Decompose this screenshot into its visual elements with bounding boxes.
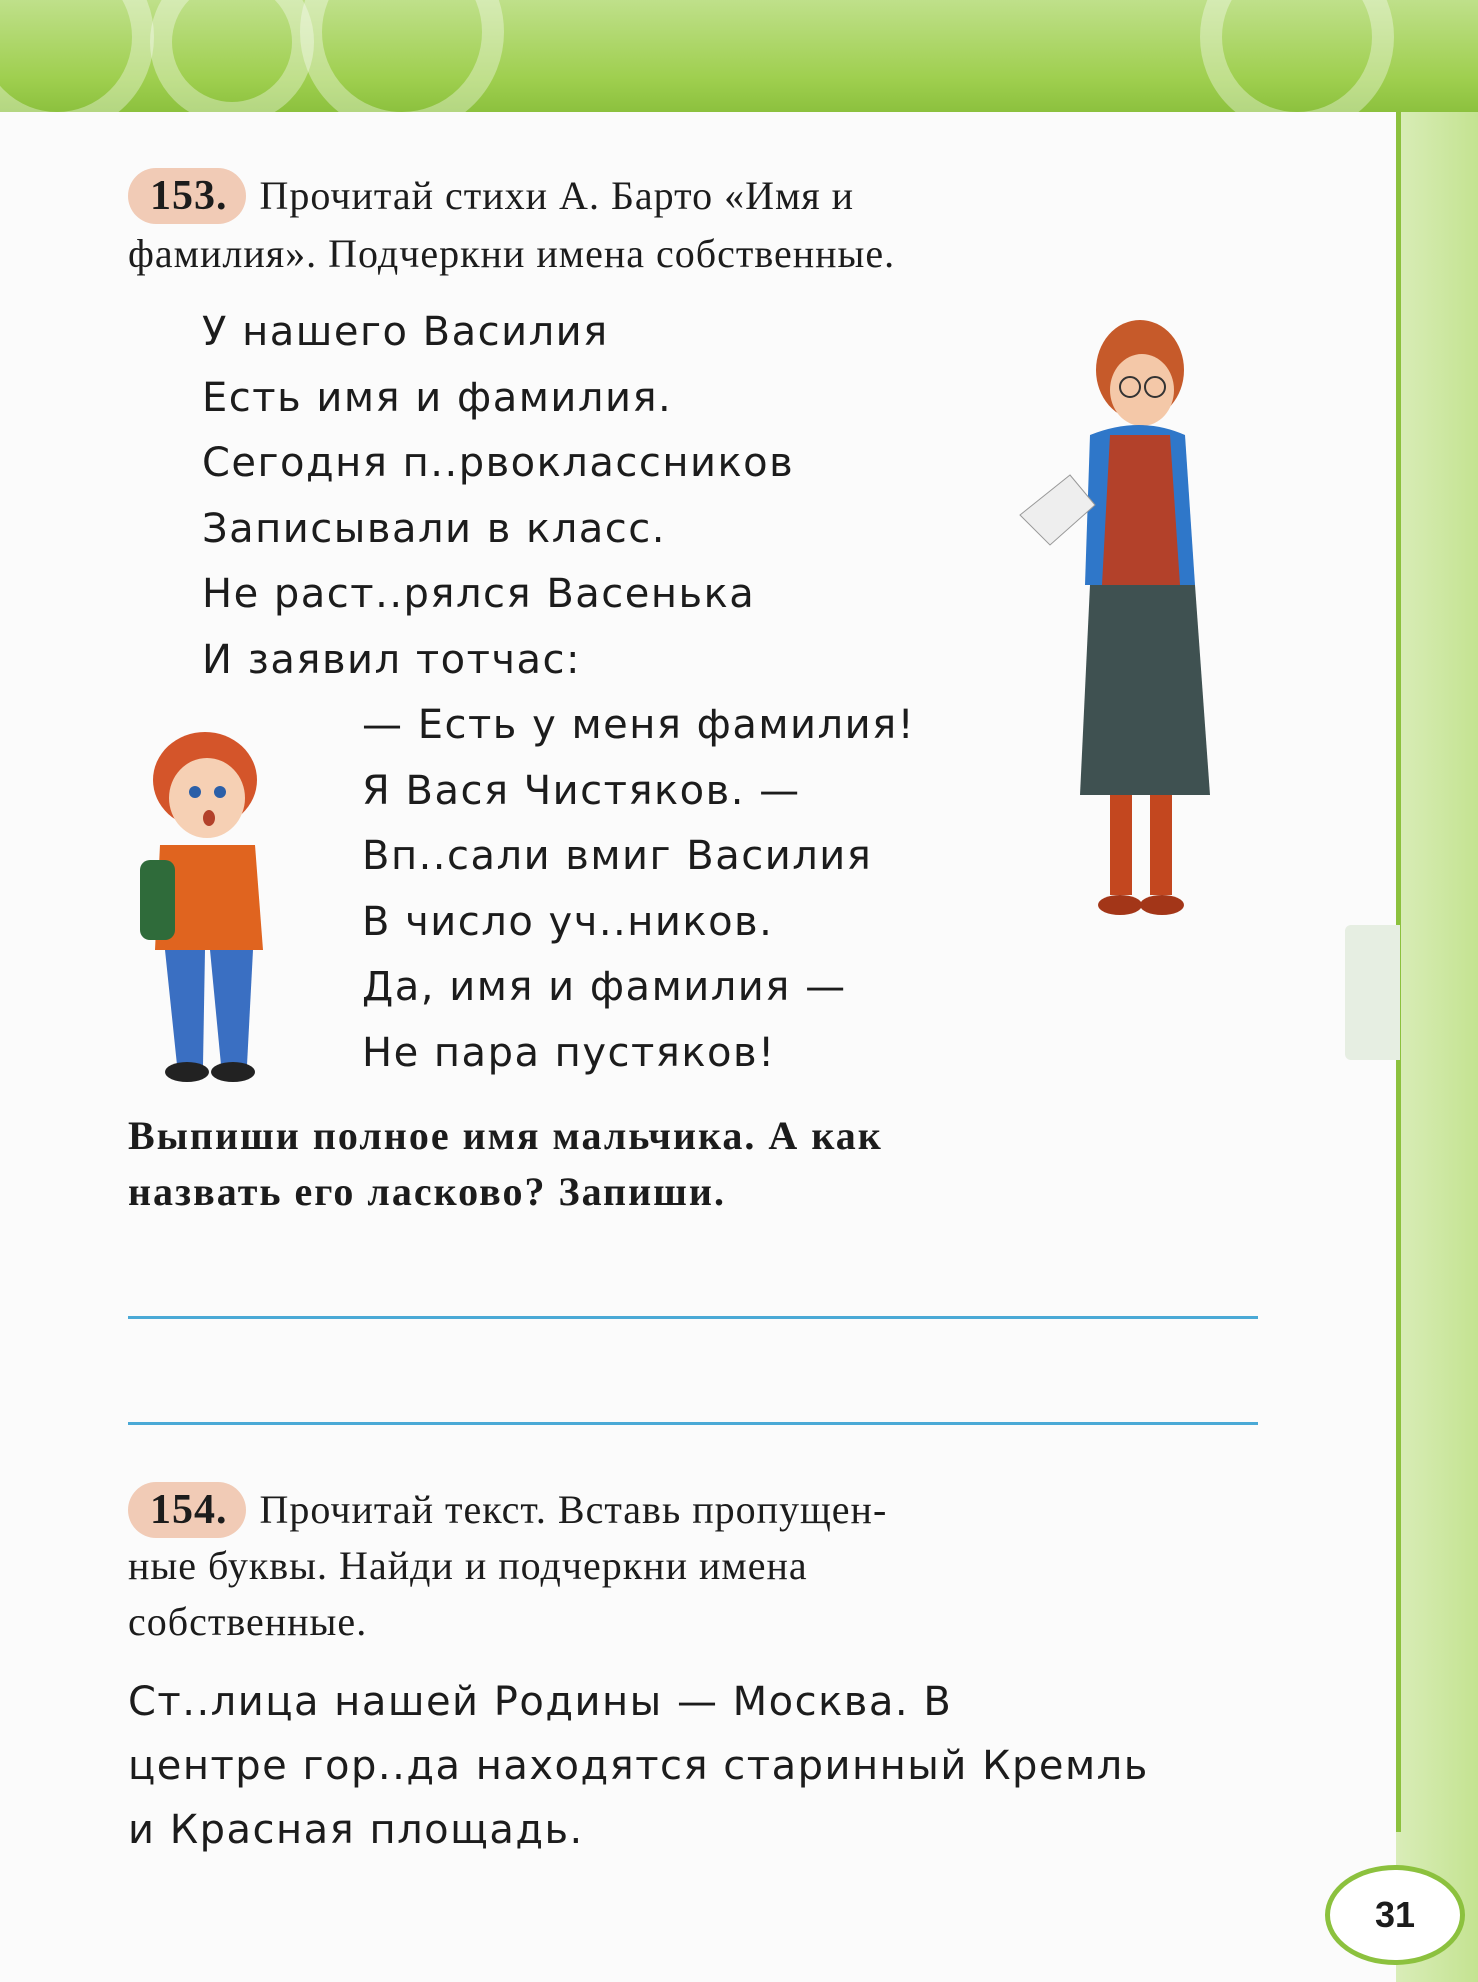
page-number: 31	[1325, 1865, 1465, 1965]
task-153-instruction: 153. Прочитай стихи А. Барто «Имя и фамилия». Подчеркни имена собственные.	[128, 168, 1263, 282]
teacher-illustration	[1010, 315, 1250, 925]
margin-tab	[1345, 925, 1400, 1060]
poem-line: Я Вася Чистяков. —	[362, 767, 801, 814]
boy-illustration	[125, 720, 295, 1090]
poem-line: Вп..сали вмиг Василия	[362, 833, 873, 879]
task-number-badge: 153.	[128, 168, 246, 224]
poem-line: У нашего Василия	[202, 309, 609, 355]
task-number-badge: 154.	[128, 1482, 246, 1538]
poem-line: Да, имя и фамилия —	[362, 964, 847, 1010]
answer-line-1[interactable]	[128, 1316, 1258, 1319]
answer-line-2[interactable]	[128, 1422, 1258, 1425]
header-decoration	[0, 0, 1478, 112]
poem-block-1	[202, 300, 794, 693]
poem-line: В число уч..ников.	[362, 898, 774, 945]
poem-line: Не пара пустяков!	[362, 1029, 776, 1076]
poem-line: И заявил тотчас:	[202, 636, 582, 683]
poem-block-2	[362, 693, 915, 1086]
poem-line: — Есть у меня фамилия!	[362, 702, 916, 748]
task-154-instruction: 154. Прочитай текст. Вставь пропущен- ные буквы. Найди и подчеркни имена собственные.	[128, 1482, 1263, 1650]
side-decoration	[1396, 112, 1478, 1982]
task-153-question: Выпиши полное имя мальчика. А как назвать его ласково? Запиши.	[128, 1113, 883, 1214]
poem-line: Записывали в класс.	[202, 505, 666, 552]
poem-line: Есть имя и фамилия.	[202, 374, 673, 421]
poem-line: Сегодня п..рвоклассников	[202, 440, 795, 486]
task-154-text: Ст..лица нашей Родины — Москва. В центре гор..да находятся старинный Кремль и Красная площадь.	[128, 1679, 1149, 1853]
poem-line: Не раст..рялся Васенька	[202, 571, 756, 617]
